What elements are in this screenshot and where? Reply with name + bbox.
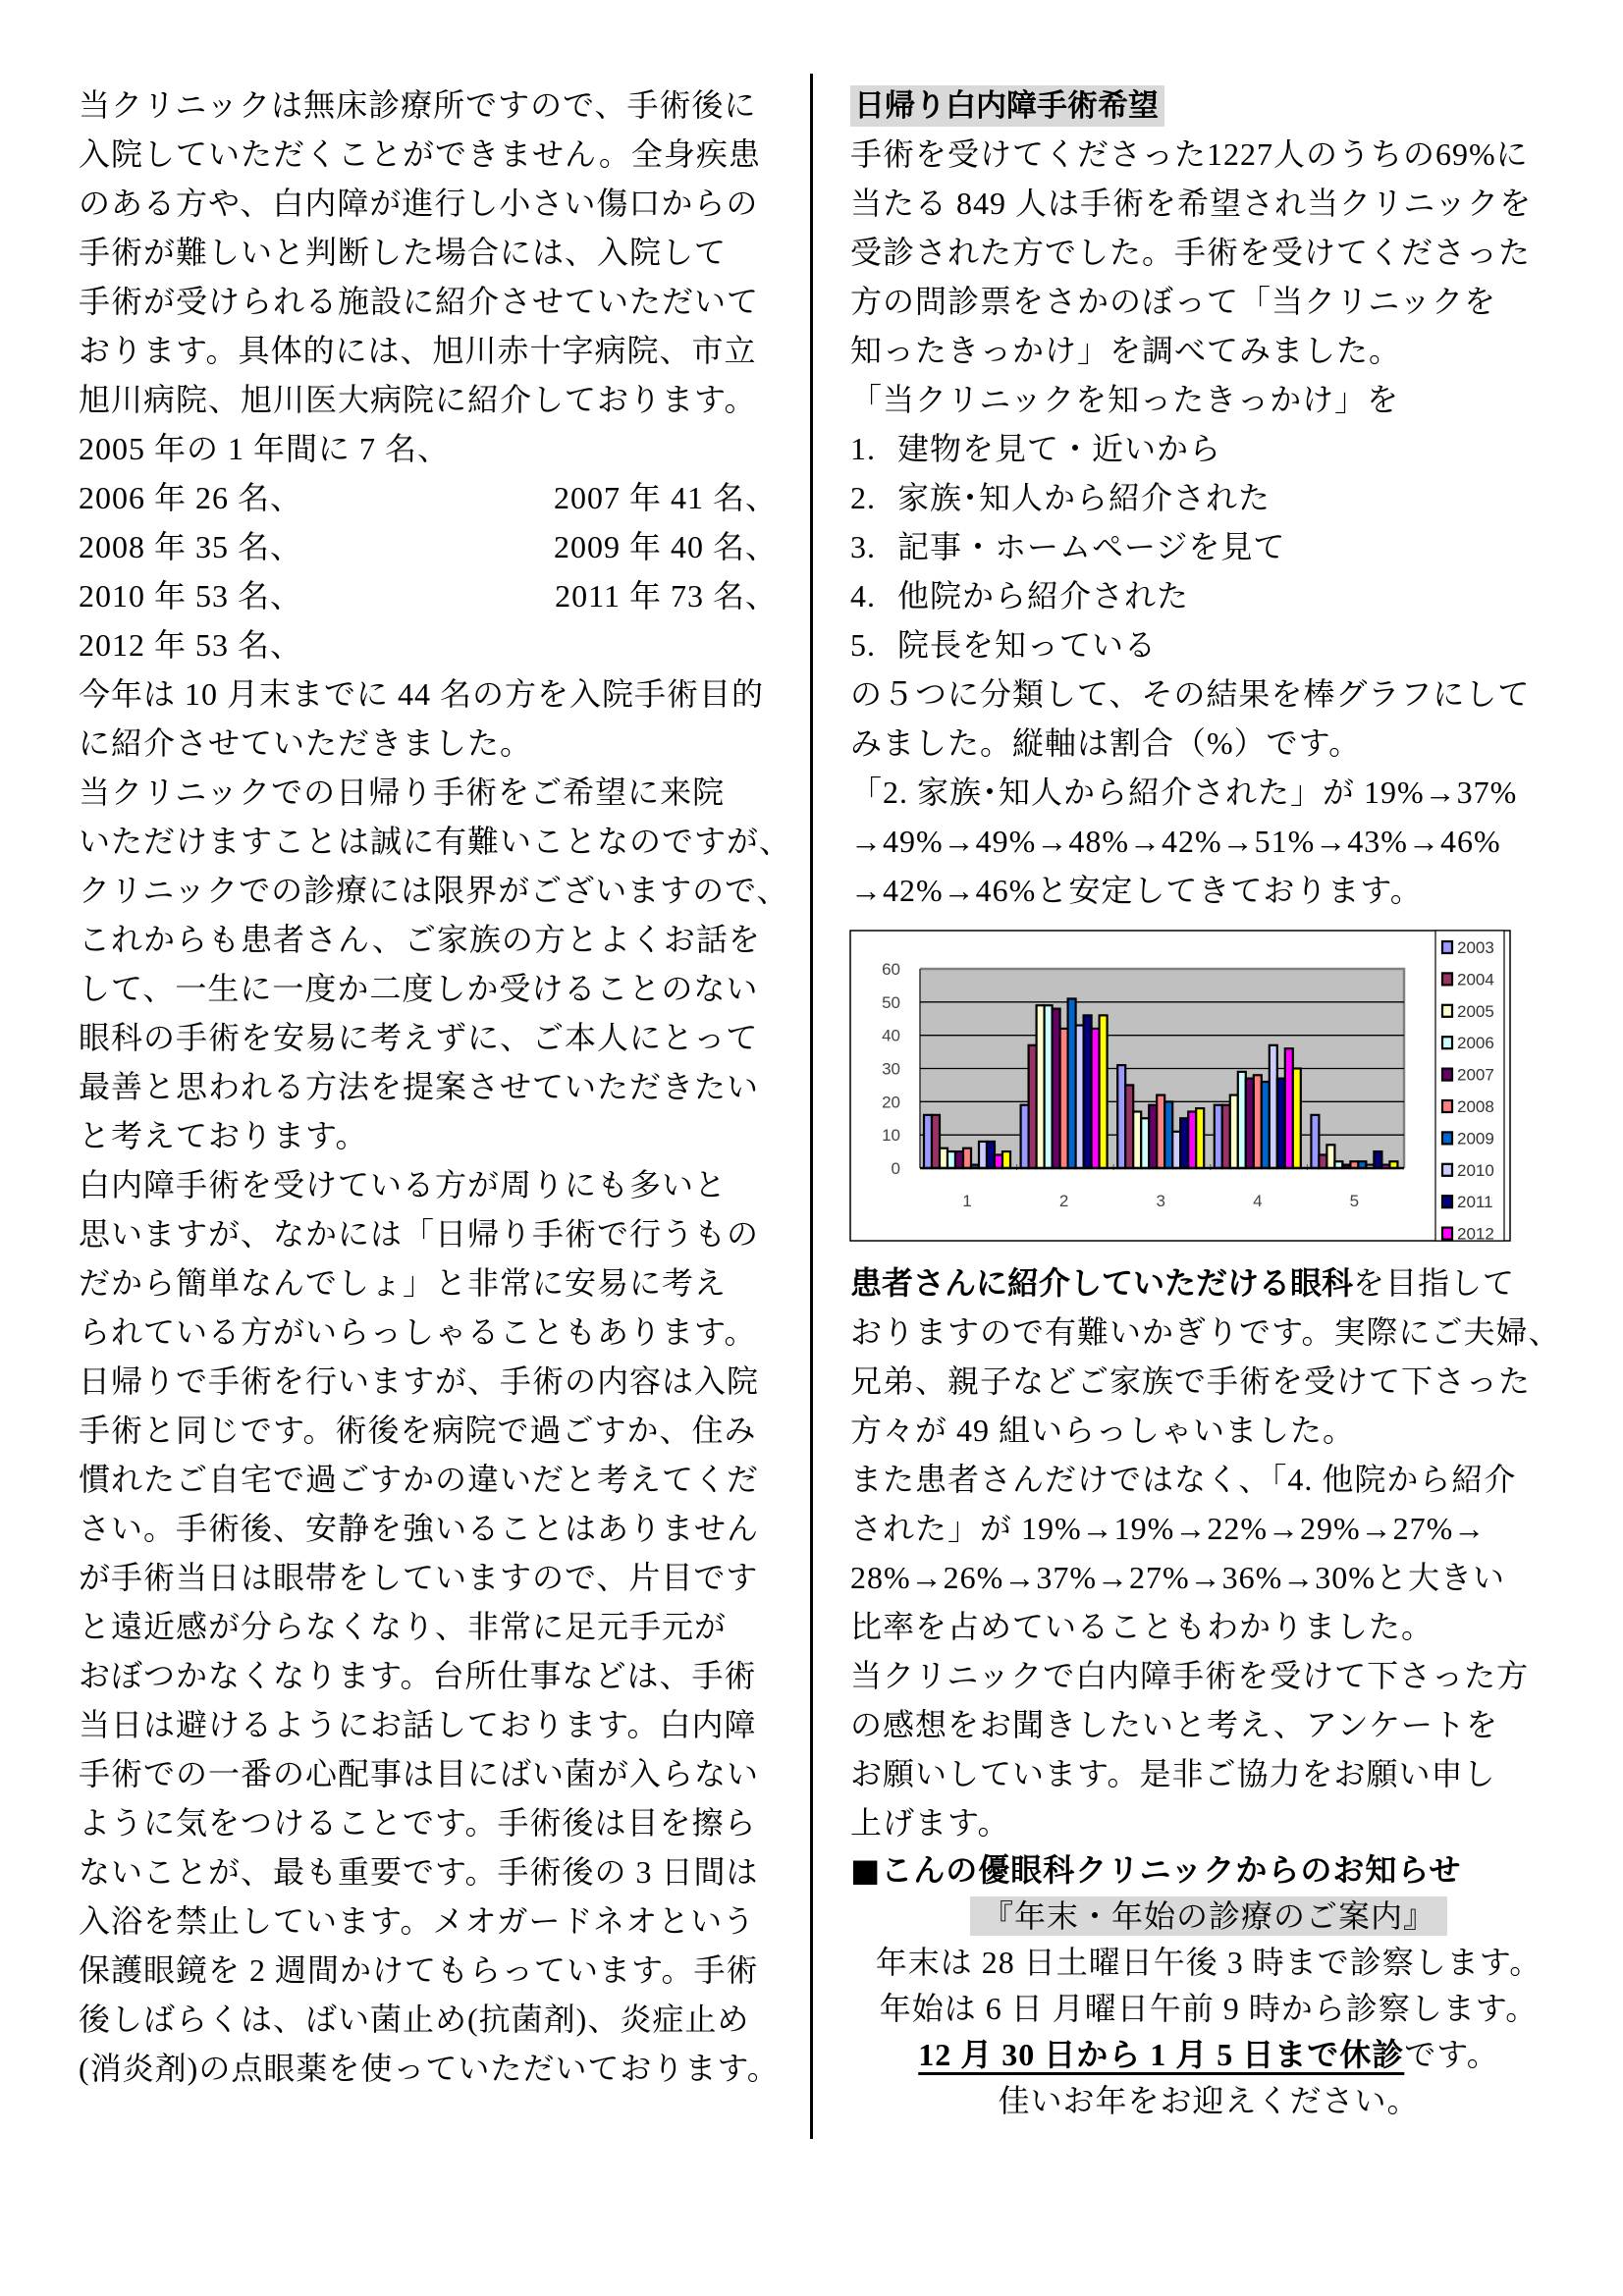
bar-chart [846,929,1514,1243]
year-count-left: 2006 年 26 名、 [79,480,303,515]
y-tick-label: 40 [882,1026,900,1045]
notice-line: 年末は 28 日土曜日午後 3 時まで診察します。 [875,1945,1542,1980]
list-label: 院長を知っている [897,627,1158,663]
year-count-right: 2009 年 40 名、 [553,529,778,564]
bar [1021,1105,1029,1168]
year-count-right: 2011 年 73 名、 [555,578,778,614]
text-line: 手術が受けられる施設に紹介させていただいて [79,284,760,319]
text-line: 手術での一番の心配事は目にばい菌が入らない [79,1756,760,1791]
bar [1374,1151,1381,1168]
list-item [850,473,1567,522]
legend-label: 2008 [1457,1097,1494,1116]
text-line: みました。縦軸は割合（%）です。 [850,725,1362,761]
bar [979,1142,987,1168]
bar [987,1142,995,1168]
legend-marker [1442,1069,1452,1081]
bar [995,1154,1002,1168]
text-line: 上げます。 [850,1805,1010,1841]
year-count-line: 2005 年の 1 年間に 7 名、 [79,431,451,466]
text-line: 手術を受けてくださった1227人のうちの69%に [850,136,1529,172]
list-number: 1. [850,431,876,466]
legend-label: 2011 [1457,1193,1493,1212]
bar [1188,1111,1196,1168]
year-count-left: 2008 年 35 名、 [79,529,303,564]
text-line: 兄弟、親子などご家族で手術を受けて下さった [850,1363,1532,1399]
text-line: ないことが、最も重要です。手術後の 3 日間は [79,1854,759,1890]
y-tick-label: 0 [891,1159,900,1178]
bar [940,1148,947,1168]
text-line: 当たる 849 人は手術を希望され当クリニックを [850,186,1533,221]
list-label: 建物を見て・近いから [897,431,1222,466]
bar [1254,1075,1262,1168]
x-tick-label: 1 [962,1192,972,1210]
section-heading-row [850,80,1567,130]
bar [932,1115,940,1168]
x-tick-label: 5 [1349,1192,1360,1210]
bar [1068,998,1076,1168]
year-count-row [79,522,807,571]
bar [1230,1095,1238,1168]
section-heading: 日帰り白内障手術希望 [850,85,1164,127]
bar [1246,1079,1254,1168]
legend-label: 2009 [1457,1129,1494,1148]
text-line: おぼつかなくなります。台所仕事などは、手術 [79,1658,757,1693]
legend-marker [1442,1228,1452,1240]
bar [1060,1029,1068,1168]
bar [1092,1029,1100,1168]
legend-label: 2006 [1457,1034,1494,1053]
bar [1100,1015,1108,1168]
list-label: 記事・ホームページを見て [897,529,1286,564]
bar [1311,1115,1319,1168]
right-column-middle [850,1258,1567,1847]
text-line: 手術と同じです。術後を病院で過ごすか、住み [79,1413,757,1448]
closure-suffix: です。 [1404,2037,1499,2072]
text-line: 当クリニックで白内障手術を受けて下さった方 [850,1658,1530,1693]
text-line: 当クリニックは無床診療所ですので、手術後に [79,87,757,123]
legend-label: 2005 [1457,1001,1494,1021]
text-line: が手術当日は眼帯をしていますので、片目です [79,1560,759,1595]
list-number: 5. [850,627,876,663]
text-line: これからも患者さん、ご家族の方とよくお話を [79,922,761,957]
x-tick-label: 3 [1156,1192,1165,1210]
legend-label: 2012 [1457,1224,1494,1243]
bar [1172,1132,1180,1168]
text-line: ように気をつけることです。手術後は目を擦ら [79,1805,757,1841]
bar [1029,1045,1037,1168]
text-line: →42%→46%と安定してきております。 [850,873,1423,908]
bar [1180,1118,1188,1168]
bar [1215,1105,1222,1168]
list-item [850,522,1567,571]
text-line: 今年は 10 月末までに 44 名の方を入院手術目的 [79,676,765,712]
text-line: クリニックでの診療には限界がございますので、 [79,873,789,908]
legend-marker [1442,1037,1452,1048]
text-line: と遠近感が分らなくなり、非常に足元手元が [79,1609,728,1644]
text-line: 手術が難しいと判断した場合には、入院して [79,235,728,270]
bar [1002,1151,1010,1168]
text-line: して、一生に一度か二度しか受けることのない [79,971,759,1006]
y-tick-label: 20 [882,1093,900,1112]
list-number: 3. [850,529,876,564]
legend-label: 2003 [1457,938,1494,957]
left-column [79,80,807,2093]
text-line: お願いしています。是非ご協力をお願い申し [850,1756,1496,1791]
list-label: 家族･知人から紹介された [897,480,1271,515]
text-line: 「2. 家族･知人から紹介された」が 19%→37% [850,774,1518,810]
list-number: 2. [850,480,876,515]
bar [1285,1048,1293,1168]
text-line: いただけますことは誠に有難いことなのですが、 [79,824,792,859]
bar [1141,1118,1149,1168]
list-number: 4. [850,578,876,614]
legend-label: 2010 [1457,1160,1494,1180]
bar [1133,1111,1141,1168]
y-tick-label: 30 [882,1059,900,1079]
bar [1262,1082,1270,1168]
bar [1117,1065,1125,1168]
list-label: 他院から紹介された [897,578,1190,614]
bar [947,1151,955,1168]
text-line: 旭川病院、旭川医大病院に紹介しております。 [79,382,757,417]
text-line: 当日は避けるようにお話しております。白内障 [79,1707,757,1742]
bar [955,1151,963,1168]
bar [1164,1101,1172,1168]
bar [1149,1105,1157,1168]
text-line: された」が 19%→19%→22%→29%→27%→ [850,1511,1487,1546]
text-line: と考えております。 [79,1118,368,1153]
text-line [850,1258,1567,1308]
year-count-left: 2010 年 53 名、 [79,578,303,614]
text-line: 慣れたご自宅で過ごすかの違いだと考えてくだ [79,1462,760,1497]
text-line: のある方や、白内障が進行し小さい傷口からの [79,186,759,221]
notice-subtitle: 『年末・年始の診療のご案内』 [970,1896,1447,1936]
list-item [850,620,1567,669]
text-line: 最善と思われる方法を提案させていただきたい [79,1069,760,1104]
bar [1125,1085,1133,1168]
text-line: (消炎剤)の点眼薬を使っていただいております。 [79,2051,780,2086]
y-tick-label: 10 [882,1126,900,1146]
year-count-row [79,571,807,620]
bar [1076,1026,1084,1168]
text-line: 日帰りで手術を行いますが、手術の内容は入院 [79,1363,760,1399]
bar [1222,1105,1230,1168]
right-column-top [850,80,1567,915]
text-line: 眼科の手術を安易に考えずに、ご本人にとって [79,1020,759,1055]
text-line: 知ったきっかけ」を調べてみました。 [850,333,1402,368]
bar [963,1148,971,1168]
legend-marker [1442,1196,1452,1207]
text-line: 後しばらくは、ばい菌止め(抗菌剤)、炎症止め [79,2002,750,2037]
text-line: に紹介させていただきました。 [79,725,533,761]
text-line: →49%→49%→48%→42%→51%→43%→46% [850,824,1501,859]
text-line: 受診された方でした。手術を受けてくださった [850,235,1532,270]
bar [1053,1009,1060,1168]
text-line: だから簡単なんでしょ」と非常に安易に考え [79,1265,728,1301]
year-count-line: 2012 年 53 名、 [79,627,303,663]
bar [1238,1072,1246,1168]
notice-title: ■こんの優眼科クリニックからのお知らせ [850,1851,1462,1889]
farewell-line: 佳いお年をお迎えください。 [998,2083,1420,2118]
notice-subtitle-row [850,1894,1567,1940]
x-tick-label: 4 [1253,1192,1263,1210]
text-line: の感想をお聞きしたいと考え、アンケートを [850,1707,1499,1742]
y-tick-label: 50 [882,992,900,1012]
legend-label: 2004 [1457,970,1494,989]
legend-marker [1442,941,1452,953]
notice-section [850,1847,1567,2124]
closure-line [850,2032,1567,2078]
notice-line: 年始は 6 日 月曜日午前 9 時から診察します。 [879,1991,1539,2026]
legend-marker [1442,973,1452,985]
text-line: られている方がいらっしゃることもあります。 [79,1314,757,1350]
text-line: 当クリニックでの日帰り手術をご希望に来院 [79,774,726,810]
legend-marker [1442,1164,1452,1176]
text-line: 思いますが、なかには「日帰り手術で行うもの [79,1216,760,1252]
text-span: を目指して [1353,1265,1516,1301]
y-tick-label: 60 [882,960,900,979]
text-line: 方の問診票をさかのぼって「当クリニックを [850,284,1497,319]
text-line: 比率を占めていることもわかりました。 [850,1609,1434,1644]
year-count-row [79,473,807,522]
bar [1084,1015,1092,1168]
year-count-right: 2007 年 41 名、 [553,480,778,515]
bar [1277,1079,1285,1168]
bar [1157,1095,1164,1168]
bar [1037,1005,1045,1168]
bar [1293,1069,1301,1169]
list-item [850,571,1567,620]
text-line: 入浴を禁止しています。メオガードネオという [79,1903,756,1939]
legend-marker [1442,1100,1452,1112]
text-line: の５つに分類して、その結果を棒グラフにして [850,676,1531,712]
text-line: おりますので有難いかぎりです。実際にご夫婦、 [850,1314,1561,1350]
bar [1326,1145,1334,1168]
text-line: 白内障手術を受けている方が周りにも多いと [79,1167,728,1202]
text-line: 保護眼鏡を 2 週間かけてもらっています。手術 [79,1952,759,1988]
text-line: 方々が 49 組いらっしゃいました。 [850,1413,1356,1448]
text-line: さい。手術後、安静を強いることはありません [79,1511,760,1546]
legend-marker [1442,1132,1452,1144]
legend-label: 2007 [1457,1065,1494,1085]
text-line: おります。具体的には、旭川赤十字病院、市立 [79,333,757,368]
bar [1270,1045,1277,1168]
bar [1196,1108,1204,1168]
text-line: また患者さんだけではなく、「4. 他院から紹介 [850,1462,1517,1497]
x-tick-label: 2 [1058,1192,1069,1210]
text-line: 「当クリニックを知ったきっかけ」を [850,382,1400,417]
emphasis-text: 患者さんに紹介していただける眼科 [850,1264,1354,1302]
bar [924,1115,932,1168]
legend-marker [1442,1005,1452,1017]
column-divider [810,74,813,2139]
list-item [850,424,1567,473]
bar [1045,1005,1053,1168]
text-line: 入院していただくことができません。全身疾患 [79,136,761,172]
text-line: 28%→26%→37%→27%→36%→30%と大きい [850,1560,1505,1595]
closure-dates: 12 月 30 日から 1 月 5 日まで休診 [918,2037,1405,2072]
bar [1319,1154,1326,1168]
